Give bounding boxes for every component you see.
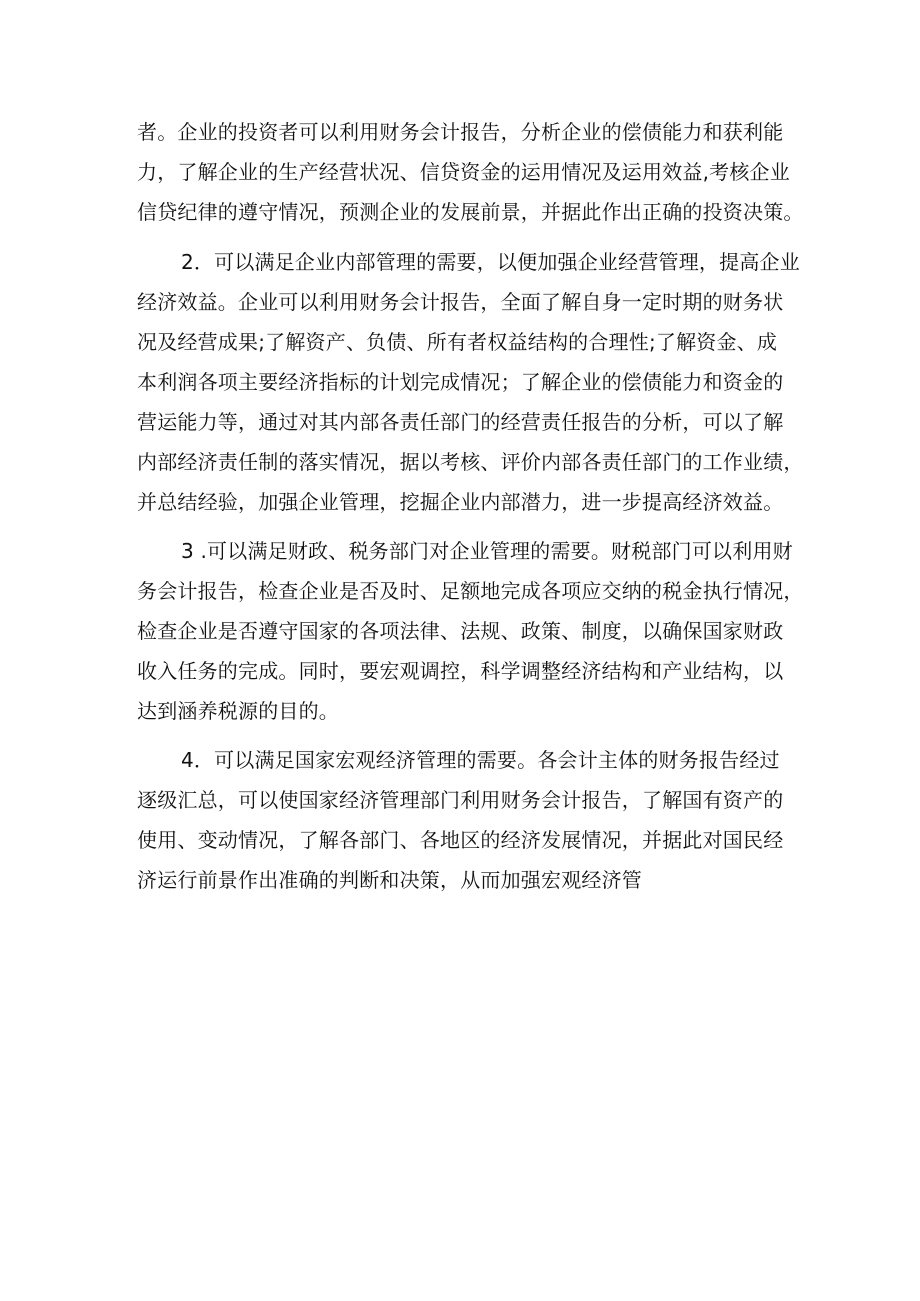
paragraph-item-4	[137, 740, 797, 900]
text-line: 3 .可以满足财政、税务部门对企业管理的需要。财税部门可以利用财	[181, 539, 793, 563]
text-line: 本利润各项主要经济指标的计划完成情况；了解企业的偿债能力和资金的	[137, 370, 784, 394]
paragraph-item-2	[137, 242, 804, 522]
text-line: 济运行前景作出准确的判断和决策，从而加强宏观经济管	[137, 868, 642, 892]
paragraph-item-3	[137, 531, 804, 731]
text-line: 使用、变动情况，了解各部门、各地区的经济发展情况，并据此对国民经	[137, 828, 784, 852]
text-line: 者。企业的投资者可以利用财务会计报告，分析企业的偿债能力和获利能	[137, 120, 784, 144]
text-line: 达到涵养税源的目的。	[137, 699, 339, 723]
text-line: 营运能力等，通过对其内部各责任部门的经营责任报告的分析，可以了解	[137, 410, 784, 434]
paragraph-continuation	[137, 112, 804, 232]
text-line: 内部经济责任制的落实情况，据以考核、评价内部各责任部门的工作业绩，	[137, 450, 804, 474]
text-line: 收入任务的完成。同时，要宏观调控，科学调整经济结构和产业结构，以	[137, 659, 784, 683]
text-line: 检查企业是否遵守国家的各项法律、法规、政策、制度，以确保国家财政	[137, 619, 784, 643]
text-line: 经济效益。企业可以利用财务会计报告，全面了解自身一定时期的财务状	[137, 290, 784, 314]
document-body	[137, 112, 804, 900]
text-line: 信贷纪律的遵守情况，预测企业的发展前景，并据此作出正确的投资决策。	[137, 200, 804, 224]
text-line: 并总结经验，加强企业管理，挖掘企业内部潜力，进一步提高经济效益。	[137, 490, 784, 514]
text-line: 2．可以满足企业内部管理的需要，以便加强企业经营管理，提高企业	[181, 250, 800, 274]
text-line: 务会计报告，检查企业是否及时、足额地完成各项应交纳的税金执行情况，	[137, 579, 804, 603]
text-line: 力，了解企业的生产经营状况、信贷资金的运用情况及运用效益,考核企业	[137, 160, 790, 184]
text-line: 况及经营成果;了解资产、负债、所有者权益结构的合理性;了解资金、成	[137, 330, 778, 354]
text-line: 4．可以满足国家宏观经济管理的需要。各会计主体的财务报告经过	[181, 748, 780, 772]
text-line: 逐级汇总，可以使国家经济管理部门利用财务会计报告，了解国有资产的	[137, 788, 784, 812]
